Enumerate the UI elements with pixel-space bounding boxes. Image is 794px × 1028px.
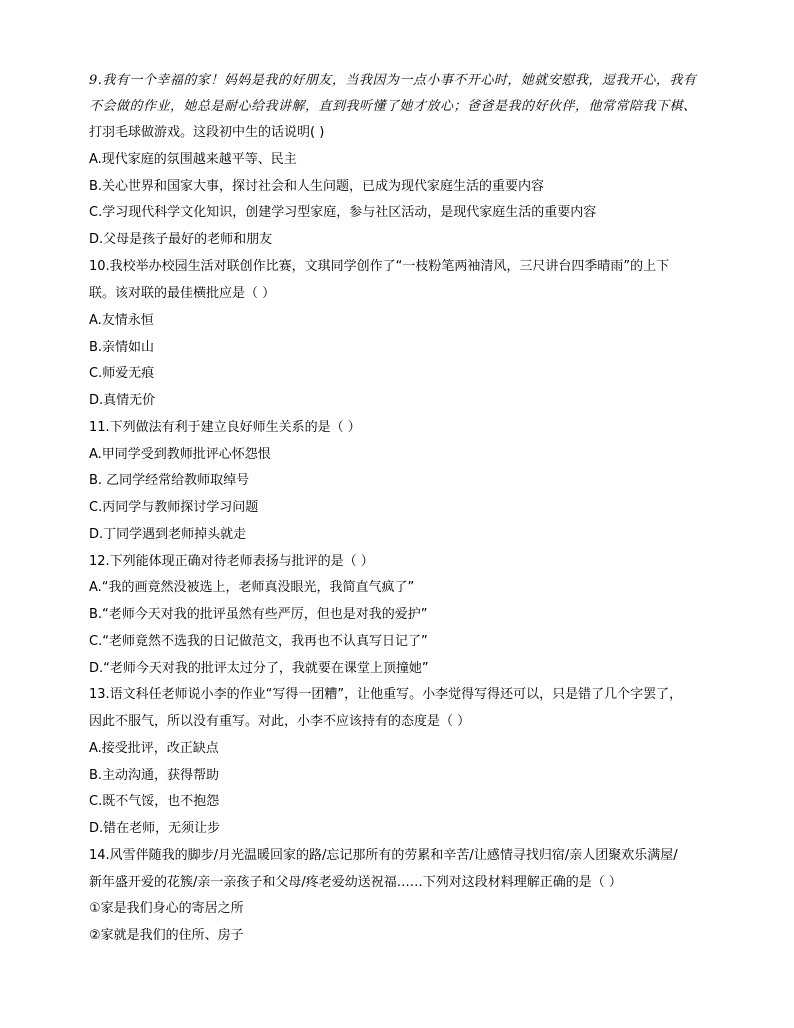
q12-stem: 12.下列能体现正确对待老师表扬与批评的是（ ） bbox=[89, 554, 374, 569]
q9-option-b: B.关心世界和国家大事，探讨社会和人生问题，已成为现代家庭生活的重要内容 bbox=[89, 179, 545, 194]
q9-option-a: A.现代家庭的氛围越来越平等、民主 bbox=[89, 152, 297, 167]
q14-stem-line-1: 14.风雪伴随我的脚步/月光温暖回家的路/忘记那所有的劳累和辛苦/让感情寻找归宿/亲人团聚欢乐满屋/ bbox=[89, 848, 678, 863]
q11-option-a: A.甲同学受到教师批评心怀怨恨 bbox=[89, 447, 271, 462]
q9-option-c: C.学习现代科学文化知识，创建学习型家庭，参与社区活动，是现代家庭生活的重要内容 bbox=[89, 205, 597, 220]
q14-item-2: ②家就是我们的住所、房子 bbox=[89, 928, 244, 943]
q13-option-a: A.接受批评，改正缺点 bbox=[89, 741, 219, 756]
q10-option-d: D.真情无价 bbox=[89, 393, 156, 408]
q11-option-b: B. 乙同学经常给教师取绰号 bbox=[89, 473, 250, 488]
q9-stem-line-3: 打羽毛球做游戏。这段初中生的话说明( ) bbox=[89, 125, 325, 140]
q12-option-c: C.“老师竟然不选我的日记做范文，我再也不认真写日记了” bbox=[89, 634, 428, 649]
q13-stem-line-1: 13.语文科任老师说小李的作业“写得一团糟”，让他重写。小李觉得写得还可以，只是错了几个字罢了， bbox=[89, 687, 683, 702]
q12-option-a: A.“我的画竟然没被选上，老师真没眼光，我简直气疯了” bbox=[89, 580, 415, 595]
q13-option-b: B.主动沟通，获得帮助 bbox=[89, 768, 220, 783]
q10-option-b: B.亲情如山 bbox=[89, 340, 155, 355]
q10-option-a: A.友情永恒 bbox=[89, 313, 154, 328]
q13-option-c: C.既不气馁，也不抱怨 bbox=[89, 794, 220, 809]
q9-stem-line-1: 9.我有一个幸福的家！妈妈是我的好朋友，当我因为一点小事不开心时，她就安慰我，逗我开心，我有 bbox=[89, 73, 697, 88]
q10-stem-line-1: 10.我校举办校园生活对联创作比赛，文琪同学创作了“一枝粉笔两袖清风，三尺讲台四季晴雨”的上下 bbox=[89, 259, 670, 274]
q12-option-b: B.“老师今天对我的批评虽然有些严厉，但也是对我的爱护” bbox=[89, 607, 428, 622]
q10-option-c: C.师爱无痕 bbox=[89, 366, 155, 381]
q11-stem: 11.下列做法有利于建立良好师生关系的是（ ） bbox=[89, 420, 361, 435]
q13-stem-line-2: 因此不服气，所以没有重写。对此，小李不应该持有的态度是（ ） bbox=[89, 714, 471, 729]
q14-item-1: ①家是我们身心的寄居之所 bbox=[89, 901, 244, 916]
q13-option-d: D.错在老师，无须让步 bbox=[89, 821, 221, 836]
q11-option-d: D.丁同学遇到老师掉头就走 bbox=[89, 527, 247, 542]
q9-stem-line-2: 不会做的作业，她总是耐心给我讲解，直到我听懂了她才放心；爸爸是我的好伙伴，他常常陪我下棋、 bbox=[89, 99, 697, 114]
q9-option-d: D.父母是孩子最好的老师和朋友 bbox=[89, 232, 273, 247]
q10-stem-line-2: 联。该对联的最佳横批应是（ ） bbox=[89, 286, 276, 301]
q14-stem-line-2: 新年盛开爱的花簇/亲一亲孩子和父母/疼老爱幼送祝福……下列对这段材料理解正确的是（ ） bbox=[89, 875, 622, 890]
q12-option-d: D.“老师今天对我的批评太过分了，我就要在课堂上顶撞她” bbox=[89, 661, 429, 676]
q11-option-c: C.丙同学与教师探讨学习问题 bbox=[89, 500, 259, 515]
